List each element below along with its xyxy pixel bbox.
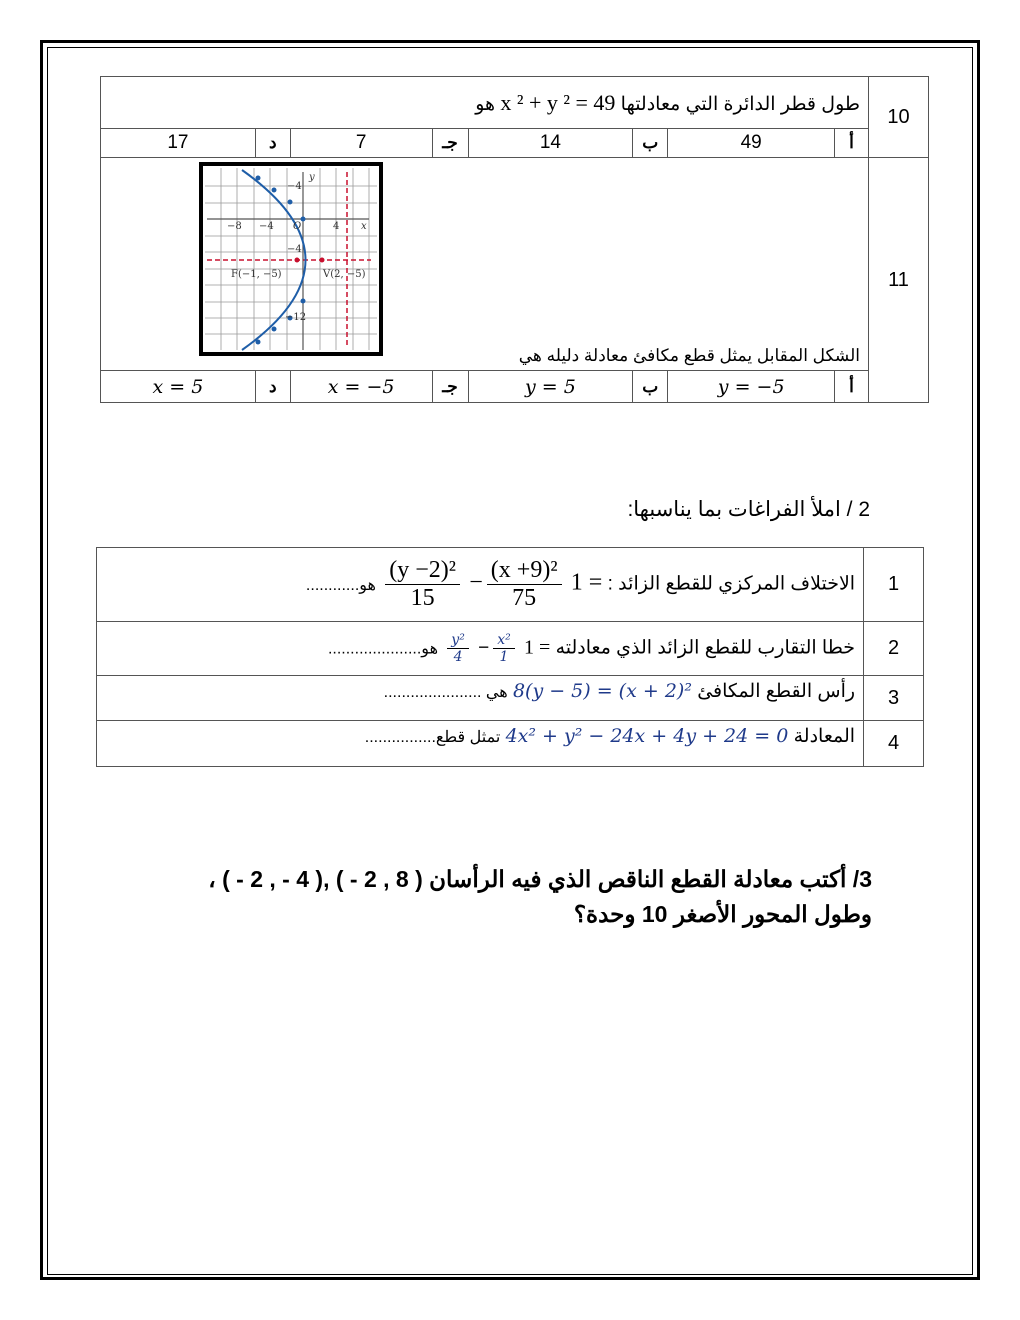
- vertex-label: V(2, −5): [323, 269, 366, 280]
- mcq-table: طول قطر الدائرة التي معادلتها x ² + y ² = 49 هو 10 17 د 7 جـ 14 ب 49 أ الشكل المقابل يمثل قطع مكافئ معادلة دليله هي −8 −4 O 4 x −4 y −4 −12 F(−1, −5) V(2, −5) 11 x = 5 د x = −5 جـ y = 5 ب y = −5 أ: [100, 76, 929, 403]
- svg-text:−12: −12: [285, 312, 307, 323]
- svg-text:−4: −4: [287, 244, 302, 255]
- q10-option-d[interactable]: 17: [101, 129, 256, 158]
- fill-blank-table: الاختلاف المركزي للقطع الزائد : = 1 $\frac{\text{(x +9)²}}{75}$ − $\frac{\text{(y −2)²}}{15}$ هو............ 1 خطا التقارب للقطع الزائد الذي معادلته = 1 $\frac{\text{x²}}{1}$ − $\frac{\text{y²}}{4}$ هو..................... 2 رأس القطع المكافئ 8(y − 5) = (x + 2)² هي ...................... 3 المعادلة 4x² + y² − 24x + 4y + 24 = 0 تمثل قطع................ 4: [96, 547, 924, 767]
- fill-item-4: المعادلة 4x² + y² − 24x + 4y + 24 = 0 تمثل قطع................: [97, 721, 864, 767]
- q10-option-b[interactable]: 14: [468, 129, 633, 158]
- q11-option-a[interactable]: y = −5: [668, 371, 835, 403]
- svg-text:4: 4: [333, 221, 340, 232]
- svg-text:y: y: [309, 172, 315, 183]
- svg-text:−4: −4: [287, 181, 302, 192]
- fill-item-2: خطا التقارب للقطع الزائد الذي معادلته = 1 $\frac{\text{x²}}{1}$ − $\frac{\text{y²}}{4}$ هو.....................: [97, 622, 864, 676]
- svg-text:x: x: [361, 221, 367, 232]
- q10-number: 10: [869, 77, 929, 158]
- section2-heading: 2 / املأ الفراغات بما يناسبها:: [627, 498, 870, 521]
- q11-option-d[interactable]: x = 5: [101, 371, 256, 403]
- svg-text:−4: −4: [259, 221, 274, 232]
- svg-text:−8: −8: [227, 221, 242, 232]
- blank[interactable]: هي ......................: [383, 684, 508, 701]
- q10-option-c[interactable]: 7: [290, 129, 432, 158]
- parabola-graph: [199, 162, 383, 356]
- q11-question: الشكل المقابل يمثل قطع مكافئ معادلة دليله هي −8 −4 O 4 x −4 y −4 −12 F(−1, −5) V(2, −5): [101, 158, 869, 371]
- focus-label: F(−1, −5): [231, 269, 282, 280]
- section3-line1: 3/ أكتب معادلة القطع الناقص الذي فيه الرأسان ( 8 , 2 - ) ,( 4 - , 2 - ) ،: [208, 866, 872, 892]
- fill-item-3: رأس القطع المكافئ 8(y − 5) = (x + 2)² هي ......................: [97, 676, 864, 721]
- blank[interactable]: تمثل قطع................: [364, 729, 501, 746]
- q10-option-a[interactable]: 49: [668, 129, 835, 158]
- blank[interactable]: هو.....................: [327, 640, 439, 658]
- q11-option-b[interactable]: y = 5: [468, 371, 633, 403]
- q11-number: 11: [869, 158, 929, 403]
- svg-text:O: O: [293, 221, 302, 232]
- q10-question: طول قطر الدائرة التي معادلتها x ² + y ² = 49 هو: [101, 77, 869, 129]
- q11-option-c[interactable]: x = −5: [290, 371, 432, 403]
- blank[interactable]: هو............: [305, 576, 376, 594]
- fill-item-1: الاختلاف المركزي للقطع الزائد : = 1 $\frac{\text{(x +9)²}}{75}$ − $\frac{\text{(y −2)²}}{15}$ هو............: [97, 548, 864, 622]
- q10-equation: x ² + y ² = 49: [500, 89, 616, 115]
- section3-line2: وطول المحور الأصغر 10 وحدة؟: [573, 901, 872, 927]
